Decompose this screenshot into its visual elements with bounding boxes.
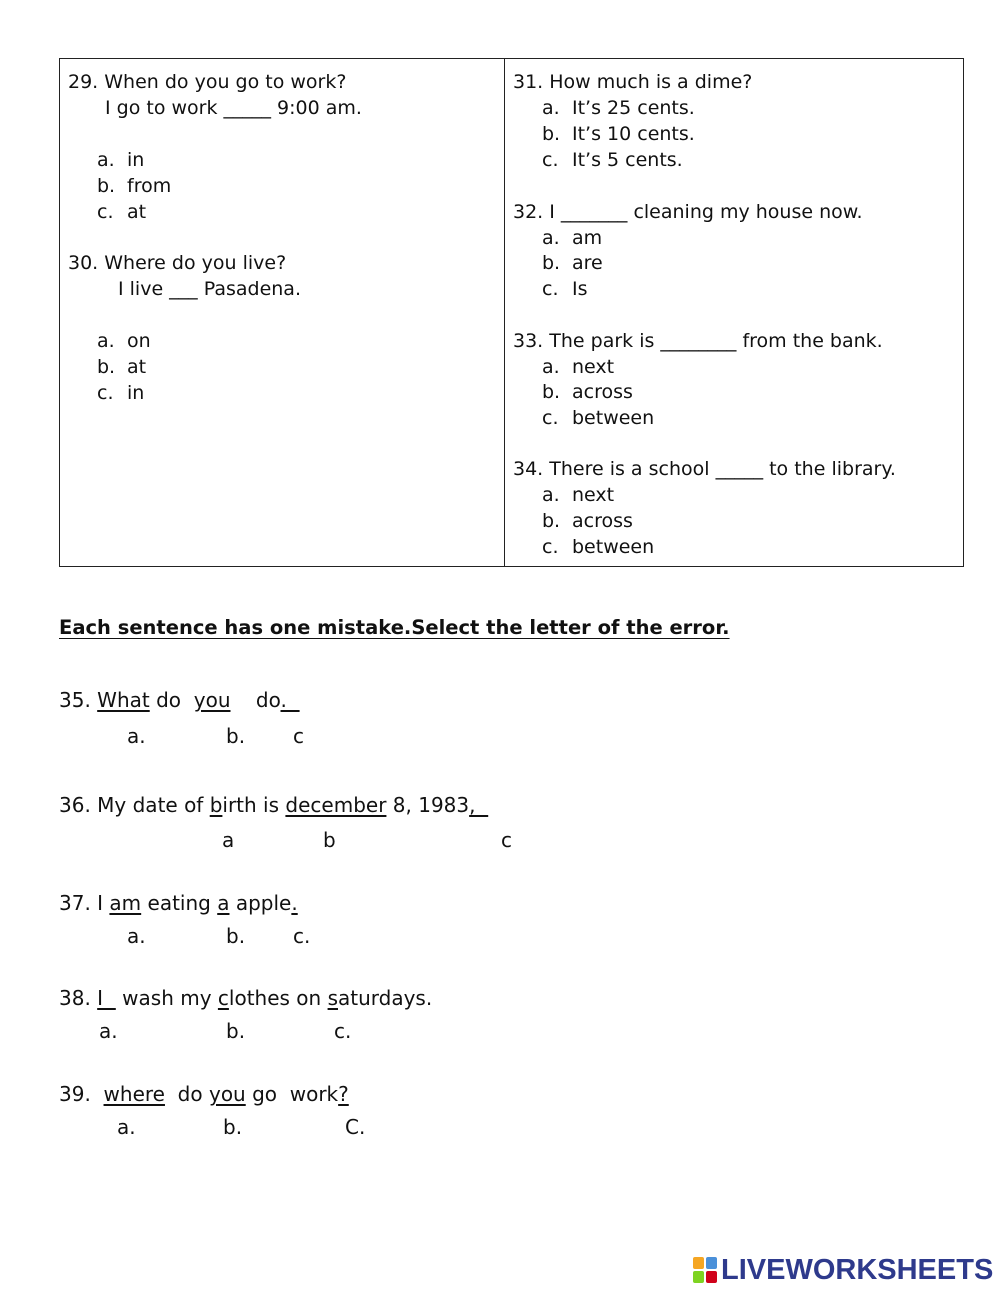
liveworksheets-logo[interactable] (693, 1254, 993, 1286)
sentence-38-label-a[interactable]: a. (99, 1019, 118, 1043)
sentence-35-label-a[interactable]: a. (127, 724, 146, 748)
question-table (59, 58, 964, 567)
q32-option-b[interactable]: b. are (542, 252, 603, 274)
logo-mark-icon (693, 1257, 717, 1283)
sentence-38: 38. I wash my clothes on saturdays. (59, 986, 433, 1010)
q31-question: 31. How much is a dime? (513, 71, 753, 93)
section-heading: Each sentence has one mistake.Select the letter of the error. (59, 616, 730, 639)
left-column (60, 59, 505, 566)
sentence-39-label-b[interactable]: b. (223, 1115, 243, 1139)
q29-option-b[interactable]: b. from (97, 175, 172, 197)
logo-text: LIVEWORKSHEETS (721, 1253, 994, 1286)
sentence-36-label-c[interactable]: c (501, 828, 512, 852)
q30-sentence: I live ___ Pasadena. (118, 278, 301, 300)
sentence-35-label-c[interactable]: c (293, 724, 304, 748)
q32-option-c[interactable]: c. Is (542, 278, 588, 300)
sentence-37-label-a[interactable]: a. (127, 924, 146, 948)
q31-option-a[interactable]: a. It’s 25 cents. (542, 97, 695, 119)
q29-option-a[interactable]: a. in (97, 149, 145, 171)
q34-option-b[interactable]: b. across (542, 510, 633, 532)
q33-option-a[interactable]: a. next (542, 356, 615, 378)
q29-question: 29. When do you go to work? (68, 71, 347, 93)
q33-option-c[interactable]: c. between (542, 407, 655, 429)
q31-option-c[interactable]: c. It’s 5 cents. (542, 149, 683, 171)
q30-option-b[interactable]: b. at (97, 356, 147, 378)
sentence-37: 37. I am eating a apple. (59, 891, 298, 915)
sentence-36-label-b[interactable]: b (323, 828, 336, 852)
q34-option-c[interactable]: c. between (542, 536, 655, 558)
q34-question: 34. There is a school _____ to the library. (513, 458, 896, 480)
sentence-36: 36. My date of birth is december 8, 1983, (59, 793, 489, 817)
q33-question: 33. The park is ________ from the bank. (513, 330, 883, 352)
sentence-37-label-b[interactable]: b. (226, 924, 246, 948)
sentence-35-label-b[interactable]: b. (226, 724, 246, 748)
q32-question: 32. I _______ cleaning my house now. (513, 201, 863, 223)
sentence-35: 35. What do you do. (59, 688, 300, 712)
q33-option-b[interactable]: b. across (542, 381, 633, 403)
sentence-37-label-c[interactable]: c. (293, 924, 311, 948)
right-column (505, 59, 963, 566)
q31-option-b[interactable]: b. It’s 10 cents. (542, 123, 695, 145)
sentence-39-label-a[interactable]: a. (117, 1115, 136, 1139)
q30-question: 30. Where do you live? (68, 252, 287, 274)
q30-option-a[interactable]: a. on (97, 330, 151, 352)
sentence-36-label-a[interactable]: a (222, 828, 235, 852)
q32-option-a[interactable]: a. am (542, 227, 603, 249)
q29-sentence: I go to work _____ 9:00 am. (105, 97, 362, 119)
sentence-38-label-c[interactable]: c. (334, 1019, 352, 1043)
q29-option-c[interactable]: c. at (97, 201, 147, 223)
sentence-39-label-c[interactable]: C. (345, 1115, 366, 1139)
q30-option-c[interactable]: c. in (97, 382, 145, 404)
sentence-38-label-b[interactable]: b. (226, 1019, 246, 1043)
q34-option-a[interactable]: a. next (542, 484, 615, 506)
sentence-39: 39. where do you go work? (59, 1082, 349, 1106)
